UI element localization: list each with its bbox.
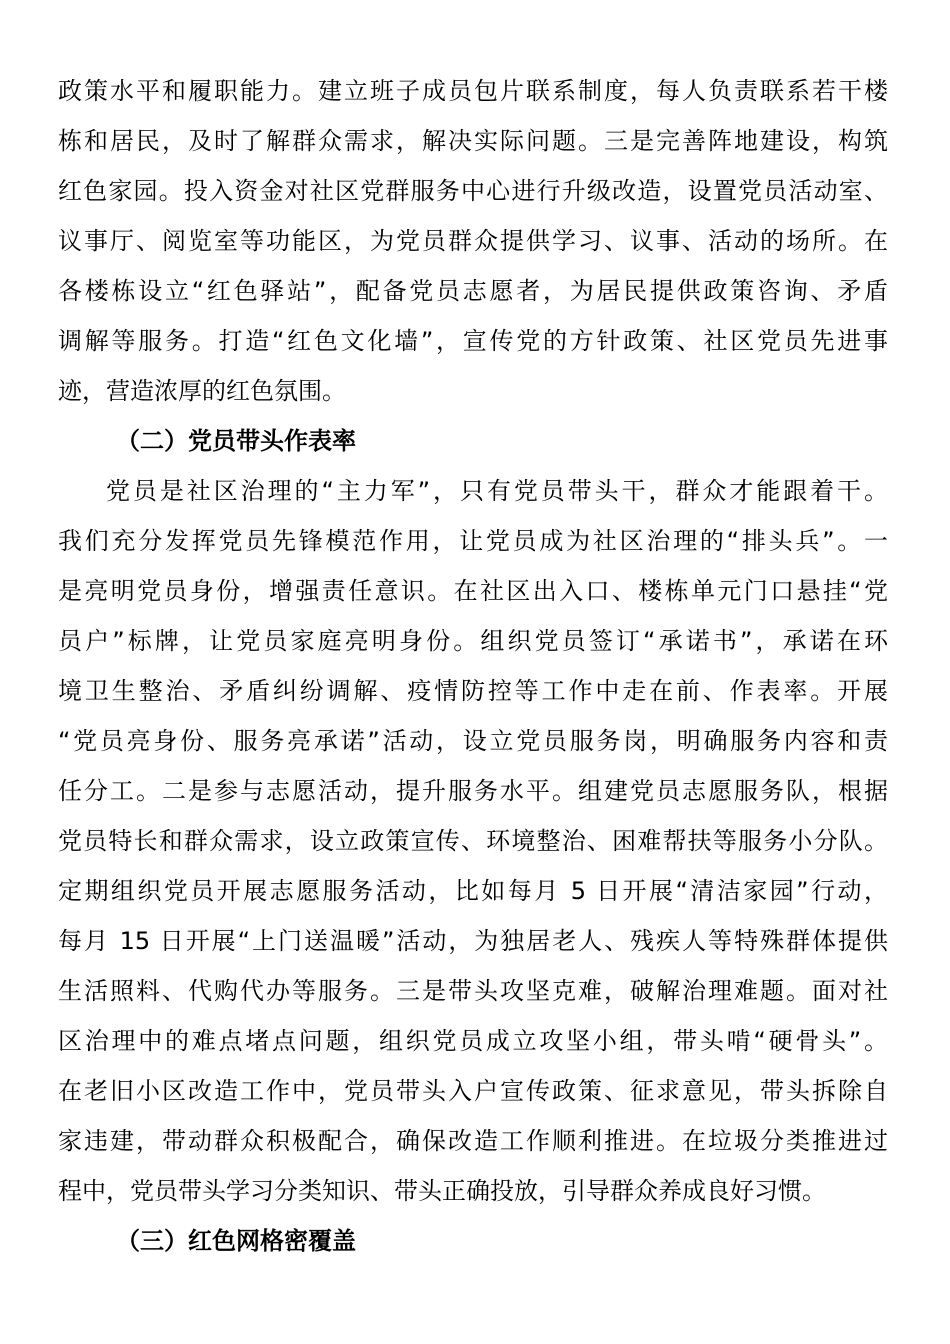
text-line: 生活照料、代购代办等服务。三是带头攻坚克难，破解治理难题。面对社	[58, 977, 888, 1005]
text-line: 任分工。二是参与志愿活动，提升服务水平。组建党员志愿服务队，根据	[58, 777, 888, 805]
document-body	[58, 66, 888, 1266]
text-line: 政策水平和履职能力。建立班子成员包片联系制度，每人负责联系若干楼	[58, 77, 888, 105]
text-line: 是亮明党员身份，增强责任意识。在社区出入口、楼栋单元门口悬挂“党	[58, 577, 888, 605]
text-line: 红色家园。投入资金对社区党群服务中心进行升级改造，设置党员活动室、	[58, 177, 888, 205]
text-line: 定期组织党员开展志愿服务活动，比如每月 5 日开展“清洁家园”行动，	[58, 877, 888, 905]
text-line: 区治理中的难点堵点问题，组织党员成立攻坚小组，带头啃“硬骨头”。	[58, 1027, 888, 1055]
text-line: 各楼栋设立“红色驿站”，配备党员志愿者，为居民提供政策咨询、矛盾	[58, 277, 888, 305]
text-line: 员户”标牌，让党员家庭亮明身份。组织党员签订“承诺书”，承诺在环	[58, 627, 888, 655]
text-line: 程中，党员带头学习分类知识、带头正确投放，引导群众养成良好习惯。	[58, 1177, 826, 1205]
text-line: 在老旧小区改造工作中，党员带头入户宣传政策、征求意见，带头拆除自	[58, 1077, 888, 1105]
text-line: 境卫生整治、矛盾纠纷调解、疫情防控等工作中走在前、作表率。开展	[58, 677, 888, 705]
text-line: 议事厅、阅览室等功能区，为党员群众提供学习、议事、活动的场所。在	[58, 227, 888, 255]
text-line: 栋和居民，及时了解群众需求，解决实际问题。三是完善阵地建设，构筑	[58, 127, 888, 155]
text-line: 我们充分发挥党员先锋模范作用，让党员成为社区治理的“排头兵”。一	[58, 527, 888, 555]
text-line: 党员特长和群众需求，设立政策宣传、环境整治、困难帮扶等服务小分队。	[58, 827, 888, 855]
paragraph-2	[58, 466, 888, 1216]
text-line: 家违建，带动群众积极配合，确保改造工作顺利推进。在垃圾分类推进过	[58, 1127, 888, 1155]
text-line: 调解等服务。打造“红色文化墙”，宣传党的方针政策、社区党员先进事	[58, 327, 888, 355]
section-heading-3: （三）红色网格密覆盖	[116, 1227, 356, 1255]
paragraph-1	[58, 66, 888, 416]
text-line: “党员亮身份、服务亮承诺”活动，设立党员服务岗，明确服务内容和责	[58, 727, 888, 755]
section-heading-2: （二）党员带头作表率	[116, 427, 356, 455]
text-line: 每月 15 日开展“上门送温暖”活动，为独居老人、残疾人等特殊群体提供	[58, 927, 888, 955]
text-line: 迹，营造浓厚的红色氛围。	[58, 377, 346, 405]
text-line: 党员是社区治理的“主力军”，只有党员带头干，群众才能跟着干。	[106, 477, 888, 505]
